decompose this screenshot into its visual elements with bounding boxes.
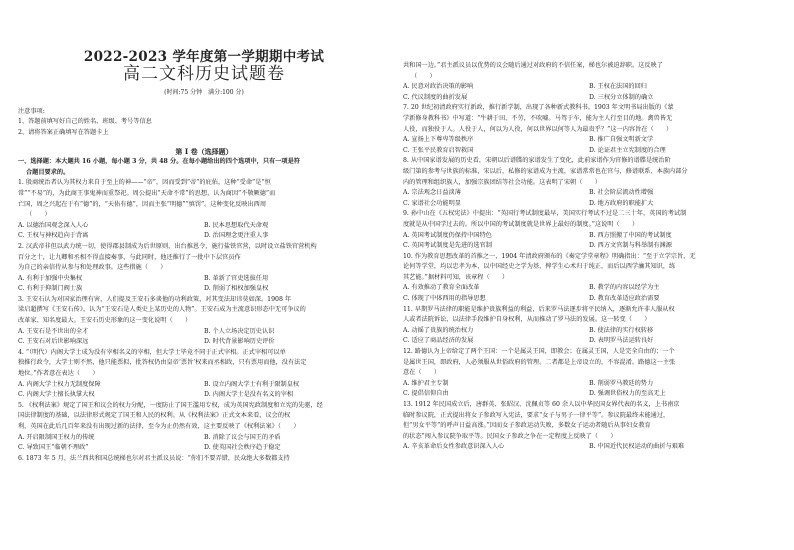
section-instruction: 合题目要求的。 — [26, 168, 70, 176]
answer-option: B. 消除了议会与国王的矛盾 — [204, 433, 281, 441]
answer-option: D. 削弱了相权加强皇权 — [204, 285, 269, 293]
answer-option: B. 社会阶层流动性增强 — [589, 189, 654, 197]
answer-option: A. 民意对政治决策的影响 — [403, 83, 474, 91]
exam-meta: (时间:75 分钟 满分:100 分) — [164, 89, 244, 97]
question-text-line: 8. 从中国家谱发展的历史看，宋朝以后谱牒的家谱发生了变化，此前家谱作为官修的谱牒是统治阶 — [403, 157, 671, 165]
answer-options — [403, 188, 775, 199]
answer-option: A. 英国考试制度仍保持中国特色 — [403, 231, 492, 239]
question-text-line: 度就是从中国学过去的。所以中国的考试制度就是世界上最好的制度。”这说明（ ） — [403, 220, 639, 228]
exam-title: 2022-2023 学年度第一学期期中考试 — [83, 49, 325, 65]
answer-option: C. 英国考试制度是先进的选官制 — [403, 242, 492, 250]
question-text-line: 7. 20 世纪初清政府实行新政，推行新学制，出现了各种新式教科书。1903 年文明书局出版的《蒙 — [403, 104, 674, 112]
answer-options — [403, 294, 775, 305]
answer-option: A. 内阁大学士权力无制度保障 — [18, 380, 101, 388]
answer-option: C. 适应了商品经济的发展 — [403, 337, 474, 345]
answer-option: B. 削弱罗马教廷的势力 — [589, 379, 654, 387]
question-text-line: （ ） — [26, 211, 51, 219]
question-text-line: 10. 作为教育思想改革的首推之一，1904 年清政府颁布的《奏定学堂章程》明确指出：“至于立学宗旨，无 — [403, 252, 696, 260]
answer-option: A. 以德治国观念深入人心 — [18, 221, 89, 229]
question-text-line: 临时参议院，正式提出将女子参政写入宪法，要求“女子与男子一律平等”。参议院最终未能通过， — [403, 411, 670, 419]
question-text-line: 独推行政令，大学士则不然，他只能票拟，批答权仍由皇帝‘票旨’权来而丞相政，只有票用而他，没有法定 — [18, 359, 307, 367]
question-text-line: 其艺能。”据材料可知，该章程（ ） — [403, 273, 509, 281]
question-text-line: 为自己的亲信侍从参与和处理政事。这些措施（ ） — [18, 264, 167, 272]
answer-option: C. 家谱社会功能明显 — [403, 199, 461, 207]
answer-option: C. 王权与神权趋向于背离 — [18, 232, 89, 240]
question-text-line: 4. “（明代）内阁大学士成为没有宰相名义的宰相，但大学士毕竟不同于正式宰相。正式宰相可以单 — [18, 348, 286, 356]
question-text-line: 共和国一边。”君主派议员以优势的议会随后通过对政府的不信任案，梯也尔被迫辞职。这反映了 — [403, 62, 663, 69]
answer-option: D. 表明罗马法运转良好 — [589, 337, 654, 345]
question-text-line: 12. 路德认为上帝给定了两个王国：一个是属灵王国，即教会；在属灵王国，人是完全自由的；一个 — [403, 348, 675, 356]
note-item: 2、请将答案正确填写在答题卡上 — [18, 128, 109, 136]
answer-options — [18, 443, 390, 454]
left-questions — [18, 178, 390, 464]
answer-option: C. 王安石对后世影响深远 — [18, 338, 89, 346]
answer-option: D. 使英国社会秩序趋于稳定 — [204, 444, 281, 452]
answer-option: A. 开启限制国王权力的传统 — [18, 433, 95, 441]
answer-option: B. 西方照搬了中国的考试制度 — [589, 231, 672, 239]
question-text-line: 6. 1873 年 5 月，法兰西共和国总统梯也尔对君主派议员说：“你们不要弄错，民众绝大多数都支持 — [18, 454, 290, 462]
answer-option: D. 三权分立体制的确立 — [589, 93, 654, 101]
answer-option: D. 教育改革适应政治需要 — [589, 295, 660, 303]
answer-options — [18, 284, 390, 295]
answer-option: C. 王张平民教育启智救国 — [403, 146, 474, 154]
answer-options — [403, 442, 775, 453]
question-text-line: 百分之十，让九卿和丞相不得直接奏事，与此同时，他还推行了一批中下层官员作 — [18, 253, 241, 261]
left-column — [18, 0, 390, 464]
answer-option: A. 有利于加强中央集权 — [18, 274, 83, 282]
answer-option: D. 西方文官制与科举制有渊源 — [589, 242, 672, 250]
answer-options — [18, 231, 390, 242]
question-text-line: 1. 殷商统治者认为其权力来自于至上的神——“帝”，因而受到“帝”的庇佑，这种“受命”是“恒 — [18, 179, 271, 187]
answer-options — [18, 390, 390, 401]
note-item: 1、答题前填写好自己的姓名、班级、考号等信息 — [18, 118, 152, 126]
question-text-line: 的状态”闯入参议院争取平等。民国女子参政之争在一定程度上反映了（ ） — [403, 432, 617, 440]
question-text-line: 常”“不易”的，为此商王事鬼神而重祭祀。周公提出“天命不常”的思想，认为商因“不敬厥德”而 — [18, 189, 276, 197]
question-text-line: 级门第的参考与世族的标准，宋以后，私修的家谱成为主流，家谱常常也在官与，修谱联系、本族内部分 — [403, 167, 688, 175]
question-text-line: 2. 汉武帝非但以武力统一切，使得郡县制成为后世原则，出台推恩令，施行盐铁官营，以时设立盐铁官营机构 — [18, 242, 317, 250]
question-text-line: 11. 早期罗马法律的职能是维护贵族利益的利益，后来罗马法逐步将平民纳入，逐渐允许非人服从权 — [403, 305, 675, 313]
answer-option: D. 时代背景影响历史评价 — [204, 338, 275, 346]
question-text-line: 人役，而独役于人。人役于人，何以为人役，何以世界以何等人为最贵乎？”这一内容旨在（ ） — [403, 125, 673, 133]
question-text-line: 国法律制度的基础，以法律形式规定了国王和人民的权利。从《权利法案》正式文本来看，议会的权 — [18, 412, 291, 420]
answer-options — [18, 433, 390, 444]
question-text-line: 论何等学堂，均以忠孝为本，以中国经史之学为基，俾学生心术归于纯正，而后以西学瀹其知识，练 — [403, 263, 676, 271]
question-text-line: 人或者法院诉讼，以法律手段维护自身权利，从而推动了罗马法的发展。这一转变（ ） — [403, 316, 651, 324]
question-text-line: 利，英国在此后几百年来没有出现过新的法律，至今为止仍然有效，这主要反映了《权利法案》（ ） — [18, 423, 300, 430]
answer-option: D. 内阁大学士是没有名义的宰相 — [204, 391, 294, 399]
exam-subtitle: 高二文科历史试题卷 — [123, 63, 285, 84]
answer-option: B. 中国近代民权运动的曲折与艰难 — [589, 443, 685, 451]
answer-option: D. 治国理念更注重人事 — [204, 232, 269, 240]
answer-option: C. 导致国王“临朝不理政” — [18, 444, 89, 452]
answer-options — [18, 327, 390, 338]
section-instruction: 一、选择题：本大题共 16 小题，每小题 3 分，共 48 分。在每小题给出的四个选项中，只有一项是符 — [18, 158, 300, 166]
question-text-line: 地位。”作者意在表达（ ） — [18, 370, 99, 378]
question-text-line: 改革家、知名度最大。王安石历史形象的这一变化说明（ ） — [18, 317, 192, 325]
answer-option: C. 内阁大学士擅长执掌大权 — [18, 391, 95, 399]
answer-options — [403, 146, 775, 157]
right-questions — [403, 61, 775, 453]
answer-options — [403, 93, 775, 104]
answer-options — [403, 231, 775, 242]
answer-option: B. 使法律的实行权转移 — [589, 326, 654, 334]
answer-option: B. 革新了官吏选拔任用 — [204, 274, 269, 282]
answer-option: B. 设立内阁大学士有利于限制皇权 — [204, 380, 300, 388]
answer-option: A. 动摇了贵族的统治权力 — [403, 326, 474, 334]
answer-options — [403, 135, 775, 146]
answer-option: A. 王安石是不世出的全才 — [18, 327, 89, 335]
answer-option: B. 推广自强文明新文学 — [589, 136, 654, 144]
answer-options — [18, 274, 390, 285]
question-text-line: 是属世王国，即政府，人必须服从世俗政府的管理。二者都是上帝设立的，不容混淆。路德这一主张 — [403, 358, 676, 366]
question-text-line: 梁启超撰写《王安石传》，认为“王安石是人类史上某历史的人物”。王安石成为主流意识形态中无可争议的 — [18, 306, 306, 314]
question-text-line: 意在（ ） — [403, 369, 441, 377]
answer-options — [403, 199, 775, 210]
answer-option: C. 提倡信仰自由 — [403, 390, 449, 398]
answer-option: C. 有利于抑制门阀士族 — [18, 285, 83, 293]
answer-option: A. 辛亥革命后女性参政意识深入人心 — [403, 443, 505, 451]
answer-option: B. 教学的内容以经学为主 — [589, 284, 660, 292]
answer-option: A. 有效推动了教育全面改革 — [403, 284, 480, 292]
answer-options — [403, 283, 775, 294]
answer-options — [403, 241, 775, 252]
answer-option: B. 民本思想取代天命观 — [204, 221, 269, 229]
answer-options — [18, 337, 390, 348]
section-title: 第 I 卷（选择题） — [175, 146, 233, 156]
answer-options — [403, 82, 775, 93]
answer-options — [403, 379, 775, 390]
answer-option: D. 论证君主立宪制度的合理 — [589, 146, 666, 154]
question-text-line: 亡国，周之兴起在于有“德”的，“天佑有德”，因而主张“明德”“慎罚”。这种变化反映出西周 — [18, 200, 267, 208]
answer-options — [18, 380, 390, 391]
answer-option: D. 地方政府的职能扩大 — [589, 199, 654, 207]
answer-option: D. 强调世俗权力的至高无上 — [589, 390, 666, 398]
question-text-line: 9. 孙中山在《五权宪法》中提出：“英国行考试制度最早，美国实行考试不过是二三十年，英国的考试制 — [403, 210, 687, 218]
answer-options — [403, 326, 775, 337]
notes-heading: 注意事项: — [18, 107, 45, 115]
answer-option: C. 代议制度的曲折发展 — [403, 93, 468, 101]
answer-option: B. 王权在法国的回归 — [589, 83, 647, 91]
right-column — [403, 0, 775, 453]
answer-option: A. 宗法观念日益淡薄 — [403, 189, 461, 197]
question-text-line: （ ） — [411, 72, 436, 80]
answer-options — [403, 389, 775, 400]
question-text-line: 5. 《权利法案》规定了国王和议会的权力分配，一度防止了国王滥用专权，成为英国宪政制度和立宪的先驱，经 — [18, 401, 323, 409]
question-text-line: 13. 1912 年民国成立后，唐群英、张昭汉、沈佩贞等 60 余人以中华民国女界代表的名义，上书南京 — [403, 401, 680, 408]
notes — [18, 107, 390, 139]
answer-option: A. 维护君主专制 — [403, 379, 449, 387]
question-text-line: 内的管理和组织族人，加强宗族团结等社会功能。这表明了宋朝（ ） — [403, 178, 601, 186]
answer-option: B. 个人立场决定历史认识 — [204, 327, 275, 335]
question-text-line: 但“男女平等”的呼声日益高涨。”因而女子参政运动失败，多数女子运动者随后从事妇女教育 — [403, 422, 651, 430]
question-text-line: 学新修身教科书》中写道：“牛耕于田，不劳，不吹嘘。马驾于车，能为主人行至目的地。禽兽皆无 — [403, 114, 673, 122]
question-text-line: 3. 王安石认为对国家治理有害，人们提及王安石多谈他的功利政策，对其变法却讳莫如深。1908 年 — [18, 295, 292, 303]
answer-options — [18, 221, 390, 232]
answer-options — [403, 336, 775, 347]
answer-option: C. 体现了中体西用的指导思想 — [403, 295, 486, 303]
answer-option: A. 宣扬上下尊卑等级秩序 — [403, 136, 474, 144]
